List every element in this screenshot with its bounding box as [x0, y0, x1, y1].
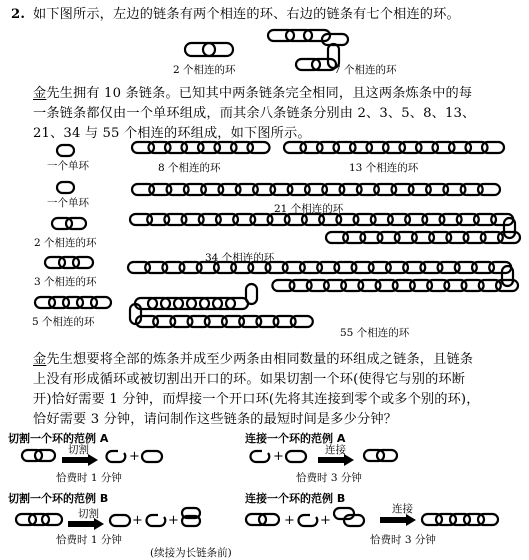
ring — [66, 218, 86, 229]
ring — [296, 59, 320, 70]
ring — [248, 142, 270, 153]
ring — [291, 316, 313, 327]
cut-b-open-ring — [144, 513, 168, 529]
cut-b-plus-1: + — [132, 513, 143, 528]
ring — [148, 298, 170, 309]
paragraph-1-line-3: 21、34 与 55 个相连的环组成，如下图所示。 — [33, 126, 311, 141]
arrow-right-icon — [62, 454, 102, 466]
cut-b-before — [14, 512, 74, 528]
cut-a-before — [20, 448, 60, 464]
cut-b-time: 恰费时 1 分钟 — [56, 534, 122, 546]
join-a-ring — [284, 449, 308, 465]
arrow-right-icon — [68, 518, 108, 530]
cut-b-arrow-label: 切割 — [78, 508, 99, 520]
paragraph-1-line-1 — [33, 84, 472, 103]
ring — [504, 218, 515, 238]
label-chain-5: 5 个相连的环 — [32, 316, 95, 328]
chain-figure-2-rings — [183, 40, 238, 60]
problem-number: 2. — [11, 7, 26, 22]
join-b-chain-2 — [244, 512, 284, 528]
cut-a-time: 恰费时 1 分钟 — [56, 472, 122, 484]
chain-13 — [282, 140, 502, 156]
ring — [200, 298, 222, 309]
ring — [268, 30, 294, 41]
chain-8 — [130, 140, 270, 156]
join-a-open-ring — [248, 449, 272, 465]
label-chain-34: 34 个相连的环 — [205, 252, 275, 264]
join-b-chain-2b — [332, 506, 372, 530]
cut-a-arrow-label: 切割 — [68, 444, 89, 456]
label-2-rings: 2 个相连的环 — [173, 64, 236, 76]
chain-3 — [43, 255, 98, 271]
label-chain-2: 2 个相连的环 — [34, 237, 97, 249]
ring — [187, 298, 209, 309]
paragraph-2-text-1: 先生想要将全部的炼条并成至少两条由相同数量的环组成之链条，且链条 — [46, 352, 474, 367]
paragraph-2-line-1 — [33, 350, 473, 369]
paragraph-2-line-4: 恰好需要 3 分钟，请问制作这些链条的最短时间是多少分钟？ — [33, 412, 397, 427]
ring — [304, 30, 330, 41]
ring — [203, 43, 233, 56]
join-b-plus-2: + — [320, 513, 331, 528]
ring — [326, 232, 348, 243]
join-a-arrow-label: 连接 — [325, 444, 346, 456]
single-ring-b — [55, 180, 77, 196]
label-single-b: 一个单环 — [47, 197, 89, 209]
label-chain-3: 3 个相连的环 — [34, 276, 97, 288]
label-chain-13: 13 个相连的环 — [349, 162, 419, 174]
paragraph-2-line-3: 开)恰好需要 1 分钟，而焊接一个开口环(先将其连接到零个或多个别的环)， — [33, 392, 480, 407]
single-ring-a — [55, 143, 77, 159]
problem-intro: 如下图所示，左边的链条有两个相连的环、右边的链条有七个相连的环。 — [33, 7, 460, 22]
cut-a-plus: + — [129, 449, 140, 464]
ring — [135, 298, 157, 309]
cut-b-ring-2 — [180, 506, 204, 530]
ring — [478, 514, 498, 525]
ring — [174, 298, 196, 309]
arrow-right-icon — [380, 514, 420, 526]
ring — [482, 142, 504, 153]
ring — [272, 280, 294, 291]
label-chain-55: 55 个相连的环 — [340, 327, 410, 339]
chain-2 — [50, 216, 90, 232]
ring — [502, 266, 513, 286]
join-example-b-title: 连接一个环的范例 B — [245, 492, 346, 505]
cut-example-b-title: 切割一个环的范例 B — [8, 492, 109, 505]
ring — [286, 30, 312, 41]
join-b-open-ring — [296, 513, 320, 529]
join-b-arrow-label: 连接 — [392, 503, 413, 515]
paragraph-2-line-2: 上没有形成循环或被切割出开口的环。如果切割一个环(使得它与别的环断 — [33, 372, 466, 387]
ring — [226, 298, 248, 309]
join-b-time: 恰费时 3 分钟 — [370, 534, 436, 546]
cut-example-a-title: 切割一个环的范例 A — [8, 432, 109, 445]
label-chain-21: 21 个相连的环 — [274, 203, 344, 215]
ring — [491, 214, 513, 225]
paragraph-1-line-2: 一条链条都仅由一个单环组成，而其余八条链条分别由 2、3、5、8、13、 — [33, 106, 476, 121]
ring — [161, 298, 183, 309]
cut-b-ring-1 — [108, 513, 132, 529]
chain-55 — [126, 260, 521, 345]
cut-a-open-ring — [104, 449, 128, 465]
label-single-a: 一个单环 — [47, 160, 89, 172]
label-7-rings: 7 个相连的环 — [334, 64, 397, 76]
chain-34 — [128, 212, 518, 260]
chain-5 — [33, 295, 113, 311]
ring — [478, 184, 500, 195]
name-jin: 金 — [33, 86, 47, 101]
arrow-right-icon — [318, 454, 358, 466]
join-b-plus-1: + — [284, 513, 295, 528]
join-b-after — [420, 512, 510, 528]
paragraph-1-text-1: 先生拥有 10 条链条。已知其中两条链条完全相同，且这两条炼条中的每 — [46, 86, 473, 101]
ring — [489, 262, 511, 273]
join-a-time: 恰费时 3 分钟 — [296, 472, 362, 484]
cut-b-plus-2: + — [168, 513, 179, 528]
ring — [73, 257, 93, 268]
join-a-plus: + — [273, 449, 284, 464]
name-jin-2: 金 — [33, 352, 47, 367]
cut-a-ring — [140, 449, 164, 465]
ring — [213, 298, 235, 309]
chain-21 — [130, 182, 510, 198]
ring — [185, 43, 215, 56]
join-a-after — [362, 448, 402, 464]
footer-note: (续接为长链条前) — [150, 547, 232, 559]
label-chain-8: 8 个相连的环 — [158, 162, 221, 174]
join-example-a-title: 连接一个环的范例 A — [245, 432, 346, 445]
ring — [91, 297, 111, 308]
